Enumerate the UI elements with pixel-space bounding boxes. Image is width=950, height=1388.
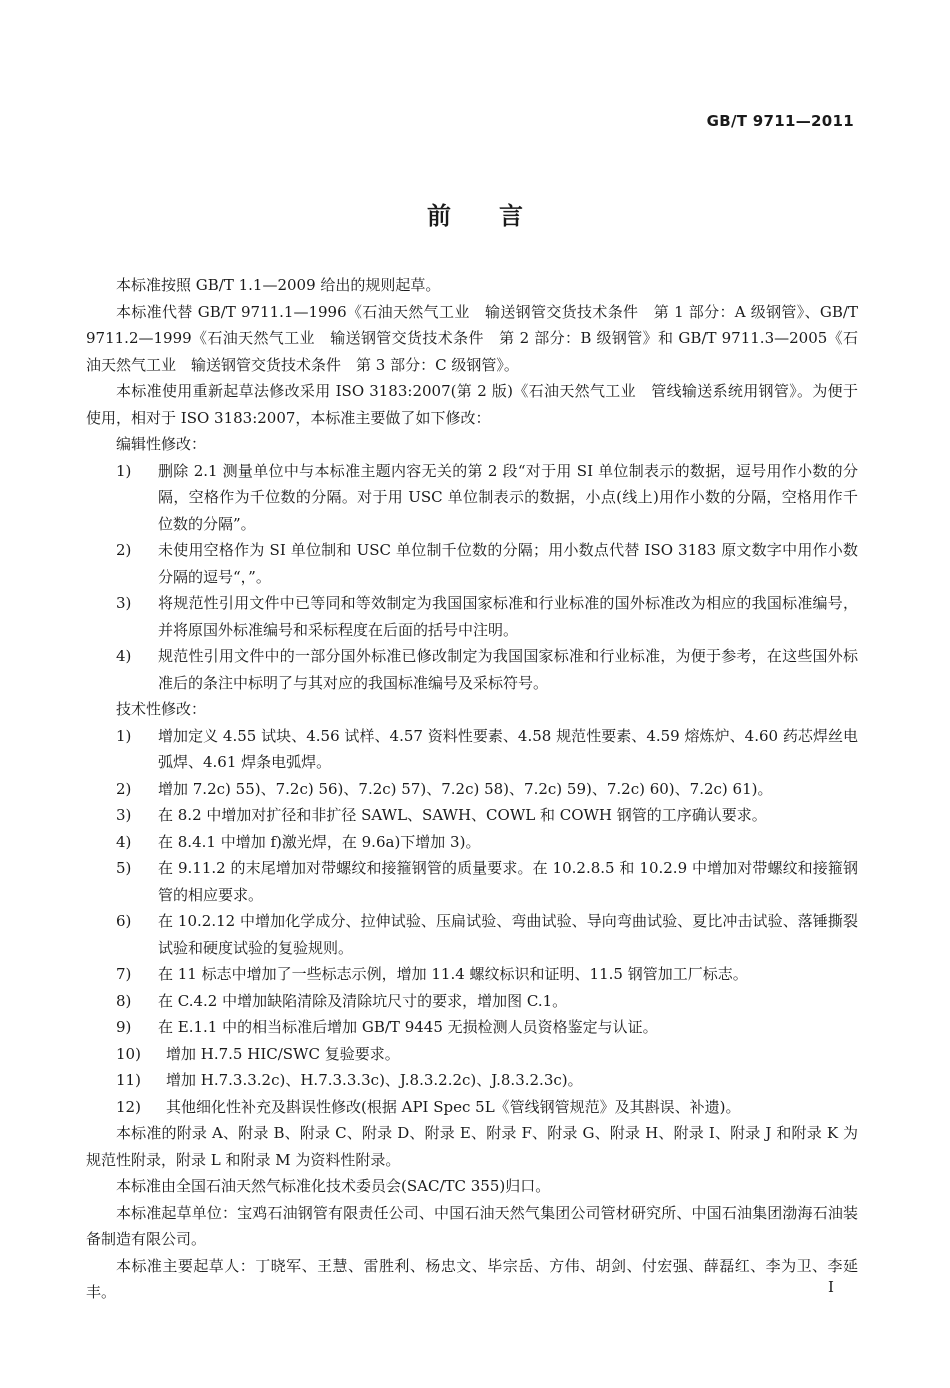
list-item	[86, 1094, 858, 1121]
list-item-text: 在 8.2 中增加对扩径和非扩径 SAWL、SAWH、COWL 和 COWH 钢管的工序确认要求。	[158, 806, 767, 824]
list-item	[86, 1014, 858, 1041]
list-item-number: 3)	[116, 594, 132, 612]
list-item	[86, 776, 858, 803]
list-item-text: 在 11 标志中增加了一些标志示例，增加 11.4 螺纹标识和证明、11.5 钢管加工厂标志。	[158, 965, 748, 983]
list-item	[86, 802, 858, 829]
list-item-number: 8)	[116, 991, 132, 1010]
document-body	[86, 272, 858, 1306]
list-item-text: 未使用空格作为 SI 单位制和 USC 单位制千位数的分隔；用小数点代替 ISO 3183 原文数字中用作小数分隔的逗号“，”。	[158, 541, 858, 586]
list-item-text: 在 E.1.1 中的相当标准后增加 GB/T 9445 无损检测人员资格鉴定与认证。	[158, 1018, 658, 1036]
list-item-text: 增加 H.7.3.3.2c)、H.7.3.3.3c)、J.8.3.2.2c)、J.8.3.2.3c)。	[166, 1071, 583, 1089]
list-item-text: 在 8.4.1 中增加 f)激光焊，在 9.6a)下增加 3)。	[158, 832, 481, 851]
list-item-number: 9)	[116, 1018, 132, 1036]
list-item-number: 7)	[116, 965, 132, 983]
page-title: 前言	[427, 202, 571, 230]
list-item	[86, 723, 858, 776]
paragraph-drafters: 本标准主要起草人：丁晓军、王慧、雷胜利、杨忠文、毕宗岳、方伟、胡剑、付宏强、薛磊红、李为卫、李延丰。	[86, 1256, 858, 1301]
list-item-number: 5)	[116, 859, 132, 877]
list-item-text: 在 10.2.12 中增加化学成分、拉伸试验、压扁试验、弯曲试验、导向弯曲试验、夏比冲击试验、落锤撕裂试验和硬度试验的复验规则。	[158, 912, 858, 957]
list-item-number: 1)	[116, 461, 132, 480]
paragraph-annexes: 本标准的附录 A、附录 B、附录 C、附录 D、附录 E、附录 F、附录 G、附录 H、附录 I、附录 J 和附录 K 为规范性附录，附录 L 和附录 M 为资料性附录。	[86, 1124, 858, 1169]
list-item	[86, 458, 858, 538]
list-item-number: 2)	[116, 779, 132, 798]
list-item	[86, 908, 858, 961]
paragraph-adoption: 本标准使用重新起草法修改采用 ISO 3183:2007(第 2 版)《石油天然气工业 管线输送系统用钢管》。为便于使用，相对于 ISO 3183:2007，本标准主要做了如下修改：	[86, 382, 858, 427]
list-item	[86, 1067, 858, 1094]
standard-code: GB/T 9711—2011	[706, 112, 854, 130]
list-item	[86, 643, 858, 696]
technical-heading: 技术性修改：	[116, 700, 207, 718]
list-item-text: 将规范性引用文件中已等同和等效制定为我国国家标准和行业标准的国外标准改为相应的我国标准编号，并将原国外标准编号和采标程度在后面的括号中注明。	[158, 594, 858, 639]
list-item-number: 4)	[116, 647, 132, 665]
list-item-text: 增加定义 4.55 试块、4.56 试样、4.57 资料性要素、4.58 规范性要素、4.59 熔炼炉、4.60 药芯焊丝电弧焊、4.61 焊条电弧焊。	[158, 726, 858, 771]
list-item	[86, 590, 858, 643]
list-item	[86, 537, 858, 590]
list-item-number: 10)	[116, 1044, 141, 1063]
list-item-number: 1)	[116, 726, 132, 745]
list-item-number: 2)	[116, 541, 132, 559]
list-item-number: 11)	[116, 1071, 141, 1089]
list-item	[86, 1041, 858, 1068]
list-item-text: 规范性引用文件中的一部分国外标准已修改制定为我国国家标准和行业标准，为便于参考，在这些国外标准后的条注中标明了与其对应的我国标准编号及采标符号。	[158, 647, 858, 692]
list-item-number: 12)	[116, 1097, 141, 1116]
list-item-number: 4)	[116, 832, 132, 851]
paragraph-committee: 本标准由全国石油天然气标准化技术委员会(SAC/TC 355)归口。	[116, 1177, 551, 1195]
list-item-number: 6)	[116, 912, 132, 930]
list-item	[86, 855, 858, 908]
list-item-text: 增加 H.7.5 HIC/SWC 复验要求。	[166, 1044, 400, 1063]
list-item-text: 在 C.4.2 中增加缺陷清除及清除坑尺寸的要求，增加图 C.1。	[158, 991, 568, 1010]
list-item-text: 删除 2.1 测量单位中与本标准主题内容无关的第 2 段“对于用 SI 单位制表示的数据，逗号用作小数的分隔，空格作为千位数的分隔。对于用 USC 单位制表示的数据，小点(线上)用作小数的分隔，空格用作千位数的分隔”。	[158, 461, 858, 533]
list-item-text: 在 9.11.2 的末尾增加对带螺纹和接箍钢管的质量要求。在 10.2.8.5 和 10.2.9 中增加对带螺纹和接箍钢管的相应要求。	[158, 859, 858, 904]
editorial-heading: 编辑性修改：	[116, 435, 207, 453]
list-item-number: 3)	[116, 806, 132, 824]
list-item	[86, 988, 858, 1015]
list-item-text: 增加 7.2c) 55)、7.2c) 56)、7.2c) 57)、7.2c) 58)、7.2c) 59)、7.2c) 60)、7.2c) 61)。	[158, 779, 773, 798]
list-item-text: 其他细化性补充及斟误性修改(根据 API Spec 5L《管线钢管规范》及其斟误、补遗)。	[166, 1097, 741, 1116]
list-item	[86, 961, 858, 988]
paragraph-replaces: 本标准代替 GB/T 9711.1—1996《石油天然气工业 输送钢管交货技术条件 第 1 部分：A 级钢管》、GB/T 9711.2—1999《石油天然气工业 输送钢管交货技术条件 第 2 部分：B 级钢管》和 GB/T 9711.3—2005《石油天然气工业 输送钢管交货技术条件 第 3 部分：C 级钢管》。	[86, 302, 858, 374]
page-number: I	[828, 1278, 834, 1296]
list-item	[86, 829, 858, 856]
paragraph-drafting-rules: 本标准按照 GB/T 1.1—2009 给出的规则起草。	[116, 276, 441, 294]
paragraph-drafting-units: 本标准起草单位：宝鸡石油钢管有限责任公司、中国石油天然气集团公司管材研究所、中国石油集团渤海石油装备制造有限公司。	[86, 1203, 858, 1248]
